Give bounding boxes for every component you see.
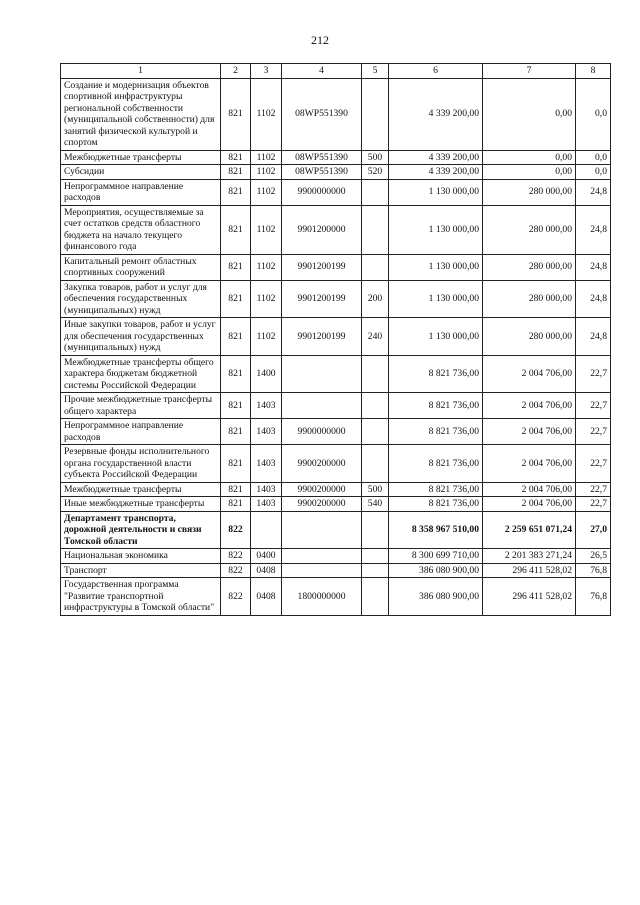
- row-expense-type-cell: [362, 549, 389, 564]
- table-row: [61, 445, 611, 483]
- row-name-cell: Транспорт: [61, 563, 221, 578]
- row-percent-cell: 76,8: [576, 578, 611, 616]
- column-header: 6: [389, 64, 483, 79]
- row-executed-amount-cell: 280 000,00: [483, 205, 576, 254]
- row-plan-amount-cell: 4 339 200,00: [389, 78, 483, 150]
- row-section-code-cell: 0408: [251, 563, 282, 578]
- row-target-code-cell: 9901200199: [282, 318, 362, 356]
- row-name-cell: Прочие межбюджетные трансферты общего характера: [61, 393, 221, 419]
- row-name-cell: Государственная программа "Развитие транспортной инфраструктуры в Томской области": [61, 578, 221, 616]
- row-executed-amount-cell: 0,00: [483, 165, 576, 180]
- row-executed-amount-cell: 280 000,00: [483, 280, 576, 318]
- row-percent-cell: 22,7: [576, 482, 611, 497]
- row-expense-type-cell: 500: [362, 150, 389, 165]
- table-row: [61, 419, 611, 445]
- row-executed-amount-cell: 280 000,00: [483, 318, 576, 356]
- row-section-code-cell: 1102: [251, 179, 282, 205]
- row-target-code-cell: 08WP551390: [282, 150, 362, 165]
- row-name-cell: Иные закупки товаров, работ и услуг для обеспечения государственных (муниципальных) нужд: [61, 318, 221, 356]
- row-section-code-cell: 1102: [251, 78, 282, 150]
- row-plan-amount-cell: 8 821 736,00: [389, 445, 483, 483]
- column-header: 4: [282, 64, 362, 79]
- row-org-code-cell: 822: [221, 578, 251, 616]
- table-row: [61, 165, 611, 180]
- table-row: [61, 150, 611, 165]
- row-target-code-cell: [282, 549, 362, 564]
- row-executed-amount-cell: 280 000,00: [483, 254, 576, 280]
- row-percent-cell: 24,8: [576, 280, 611, 318]
- row-target-code-cell: 08WP551390: [282, 165, 362, 180]
- row-name-cell: Мероприятия, осуществляемые за счет остатков средств областного бюджета на начало текущего финансового года: [61, 205, 221, 254]
- table-row: [61, 482, 611, 497]
- row-target-code-cell: 08WP551390: [282, 78, 362, 150]
- row-expense-type-cell: [362, 179, 389, 205]
- row-org-code-cell: 822: [221, 549, 251, 564]
- row-name-cell: Капитальный ремонт областных спортивных сооружений: [61, 254, 221, 280]
- row-percent-cell: 24,8: [576, 318, 611, 356]
- row-percent-cell: 22,7: [576, 497, 611, 512]
- row-plan-amount-cell: 386 080 900,00: [389, 578, 483, 616]
- row-name-cell: Межбюджетные трансферты: [61, 150, 221, 165]
- row-plan-amount-cell: 4 339 200,00: [389, 165, 483, 180]
- row-executed-amount-cell: 2 004 706,00: [483, 482, 576, 497]
- row-executed-amount-cell: 2 004 706,00: [483, 497, 576, 512]
- row-expense-type-cell: [362, 205, 389, 254]
- column-header: 8: [576, 64, 611, 79]
- row-executed-amount-cell: 2 004 706,00: [483, 419, 576, 445]
- row-section-code-cell: 1403: [251, 419, 282, 445]
- row-percent-cell: 26,5: [576, 549, 611, 564]
- row-org-code-cell: 822: [221, 563, 251, 578]
- row-percent-cell: 22,7: [576, 419, 611, 445]
- column-header: 5: [362, 64, 389, 79]
- row-org-code-cell: 821: [221, 205, 251, 254]
- row-name-cell: Иные межбюджетные трансферты: [61, 497, 221, 512]
- row-name-cell: Субсидии: [61, 165, 221, 180]
- row-expense-type-cell: [362, 578, 389, 616]
- row-section-code-cell: 0408: [251, 578, 282, 616]
- row-target-code-cell: 1800000000: [282, 578, 362, 616]
- row-expense-type-cell: [362, 78, 389, 150]
- row-plan-amount-cell: 1 130 000,00: [389, 254, 483, 280]
- row-percent-cell: 22,7: [576, 393, 611, 419]
- row-target-code-cell: 9900200000: [282, 445, 362, 483]
- row-org-code-cell: 821: [221, 78, 251, 150]
- row-org-code-cell: 821: [221, 165, 251, 180]
- row-plan-amount-cell: 1 130 000,00: [389, 318, 483, 356]
- row-target-code-cell: [282, 393, 362, 419]
- budget-table: [60, 63, 611, 616]
- row-target-code-cell: 9900000000: [282, 179, 362, 205]
- row-percent-cell: 27,0: [576, 511, 611, 549]
- table-row: [61, 497, 611, 512]
- row-name-cell: Межбюджетные трансферты: [61, 482, 221, 497]
- row-executed-amount-cell: 2 004 706,00: [483, 355, 576, 393]
- row-target-code-cell: 9900000000: [282, 419, 362, 445]
- row-org-code-cell: 821: [221, 355, 251, 393]
- row-section-code-cell: 1102: [251, 254, 282, 280]
- row-expense-type-cell: [362, 563, 389, 578]
- row-org-code-cell: 821: [221, 318, 251, 356]
- row-expense-type-cell: [362, 393, 389, 419]
- row-percent-cell: 76,8: [576, 563, 611, 578]
- row-expense-type-cell: 520: [362, 165, 389, 180]
- row-section-code-cell: 1102: [251, 280, 282, 318]
- row-executed-amount-cell: 280 000,00: [483, 179, 576, 205]
- row-expense-type-cell: 200: [362, 280, 389, 318]
- table-row: [61, 511, 611, 549]
- row-executed-amount-cell: 296 411 528,02: [483, 563, 576, 578]
- row-plan-amount-cell: 8 821 736,00: [389, 497, 483, 512]
- row-plan-amount-cell: 4 339 200,00: [389, 150, 483, 165]
- row-expense-type-cell: 500: [362, 482, 389, 497]
- table-header-row: [61, 64, 611, 79]
- row-name-cell: Национальная экономика: [61, 549, 221, 564]
- row-percent-cell: 24,8: [576, 254, 611, 280]
- row-section-code-cell: 0400: [251, 549, 282, 564]
- row-section-code-cell: 1403: [251, 482, 282, 497]
- row-expense-type-cell: [362, 254, 389, 280]
- column-header: 1: [61, 64, 221, 79]
- row-expense-type-cell: [362, 511, 389, 549]
- row-target-code-cell: [282, 355, 362, 393]
- row-plan-amount-cell: 8 821 736,00: [389, 393, 483, 419]
- row-plan-amount-cell: 8 300 699 710,00: [389, 549, 483, 564]
- row-name-cell: Непрограммное направление расходов: [61, 419, 221, 445]
- row-name-cell: Межбюджетные трансферты общего характера бюджетам бюджетной системы Российской Федерации: [61, 355, 221, 393]
- row-section-code-cell: [251, 511, 282, 549]
- row-executed-amount-cell: 2 004 706,00: [483, 393, 576, 419]
- row-percent-cell: 0,0: [576, 78, 611, 150]
- row-target-code-cell: 9901200000: [282, 205, 362, 254]
- table-row: [61, 549, 611, 564]
- row-percent-cell: 24,8: [576, 179, 611, 205]
- row-org-code-cell: 821: [221, 419, 251, 445]
- page-number: 212: [311, 33, 329, 47]
- row-org-code-cell: 821: [221, 482, 251, 497]
- row-org-code-cell: 821: [221, 254, 251, 280]
- row-target-code-cell: [282, 511, 362, 549]
- row-target-code-cell: 9900200000: [282, 497, 362, 512]
- row-plan-amount-cell: 8 358 967 510,00: [389, 511, 483, 549]
- row-target-code-cell: [282, 563, 362, 578]
- table-row: [61, 205, 611, 254]
- row-expense-type-cell: [362, 419, 389, 445]
- row-plan-amount-cell: 1 130 000,00: [389, 179, 483, 205]
- row-section-code-cell: 1403: [251, 497, 282, 512]
- row-plan-amount-cell: 386 080 900,00: [389, 563, 483, 578]
- row-percent-cell: 22,7: [576, 355, 611, 393]
- table-row: [61, 578, 611, 616]
- table-row: [61, 280, 611, 318]
- row-section-code-cell: 1102: [251, 165, 282, 180]
- row-section-code-cell: 1403: [251, 445, 282, 483]
- row-plan-amount-cell: 8 821 736,00: [389, 355, 483, 393]
- row-section-code-cell: 1102: [251, 318, 282, 356]
- row-executed-amount-cell: 0,00: [483, 78, 576, 150]
- table-body: [61, 78, 611, 615]
- row-section-code-cell: 1102: [251, 150, 282, 165]
- column-header: 3: [251, 64, 282, 79]
- table-row: [61, 563, 611, 578]
- column-header: 2: [221, 64, 251, 79]
- table-row: [61, 78, 611, 150]
- row-name-cell: Создание и модернизация объектов спортивной инфраструктуры региональной собственности (муниципальной собственности) для занятий физической культурой и спортом: [61, 78, 221, 150]
- table-row: [61, 393, 611, 419]
- row-percent-cell: 22,7: [576, 445, 611, 483]
- row-org-code-cell: 821: [221, 179, 251, 205]
- row-expense-type-cell: 540: [362, 497, 389, 512]
- row-executed-amount-cell: 2 259 651 071,24: [483, 511, 576, 549]
- table-row: [61, 318, 611, 356]
- row-percent-cell: 0,0: [576, 150, 611, 165]
- row-org-code-cell: 821: [221, 150, 251, 165]
- row-org-code-cell: 821: [221, 445, 251, 483]
- row-executed-amount-cell: 296 411 528,02: [483, 578, 576, 616]
- row-name-cell: Непрограммное направление расходов: [61, 179, 221, 205]
- row-name-cell: Закупка товаров, работ и услуг для обеспечения государственных (муниципальных) нужд: [61, 280, 221, 318]
- table-row: [61, 179, 611, 205]
- row-section-code-cell: 1403: [251, 393, 282, 419]
- row-plan-amount-cell: 8 821 736,00: [389, 482, 483, 497]
- row-target-code-cell: 9901200199: [282, 280, 362, 318]
- row-executed-amount-cell: 2 004 706,00: [483, 445, 576, 483]
- row-expense-type-cell: [362, 355, 389, 393]
- row-percent-cell: 24,8: [576, 205, 611, 254]
- row-org-code-cell: 822: [221, 511, 251, 549]
- row-name-cell: Резервные фонды исполнительного органа государственной власти субъекта Российской Федерации: [61, 445, 221, 483]
- row-expense-type-cell: 240: [362, 318, 389, 356]
- row-plan-amount-cell: 1 130 000,00: [389, 280, 483, 318]
- row-org-code-cell: 821: [221, 393, 251, 419]
- row-executed-amount-cell: 2 201 383 271,24: [483, 549, 576, 564]
- row-target-code-cell: 9900200000: [282, 482, 362, 497]
- row-percent-cell: 0,0: [576, 165, 611, 180]
- row-name-cell: Департамент транспорта, дорожной деятельности и связи Томской области: [61, 511, 221, 549]
- row-target-code-cell: 9901200199: [282, 254, 362, 280]
- row-executed-amount-cell: 0,00: [483, 150, 576, 165]
- row-section-code-cell: 1102: [251, 205, 282, 254]
- row-expense-type-cell: [362, 445, 389, 483]
- row-org-code-cell: 821: [221, 497, 251, 512]
- row-org-code-cell: 821: [221, 280, 251, 318]
- table-row: [61, 254, 611, 280]
- row-plan-amount-cell: 8 821 736,00: [389, 419, 483, 445]
- row-plan-amount-cell: 1 130 000,00: [389, 205, 483, 254]
- row-section-code-cell: 1400: [251, 355, 282, 393]
- table-row: [61, 355, 611, 393]
- column-header: 7: [483, 64, 576, 79]
